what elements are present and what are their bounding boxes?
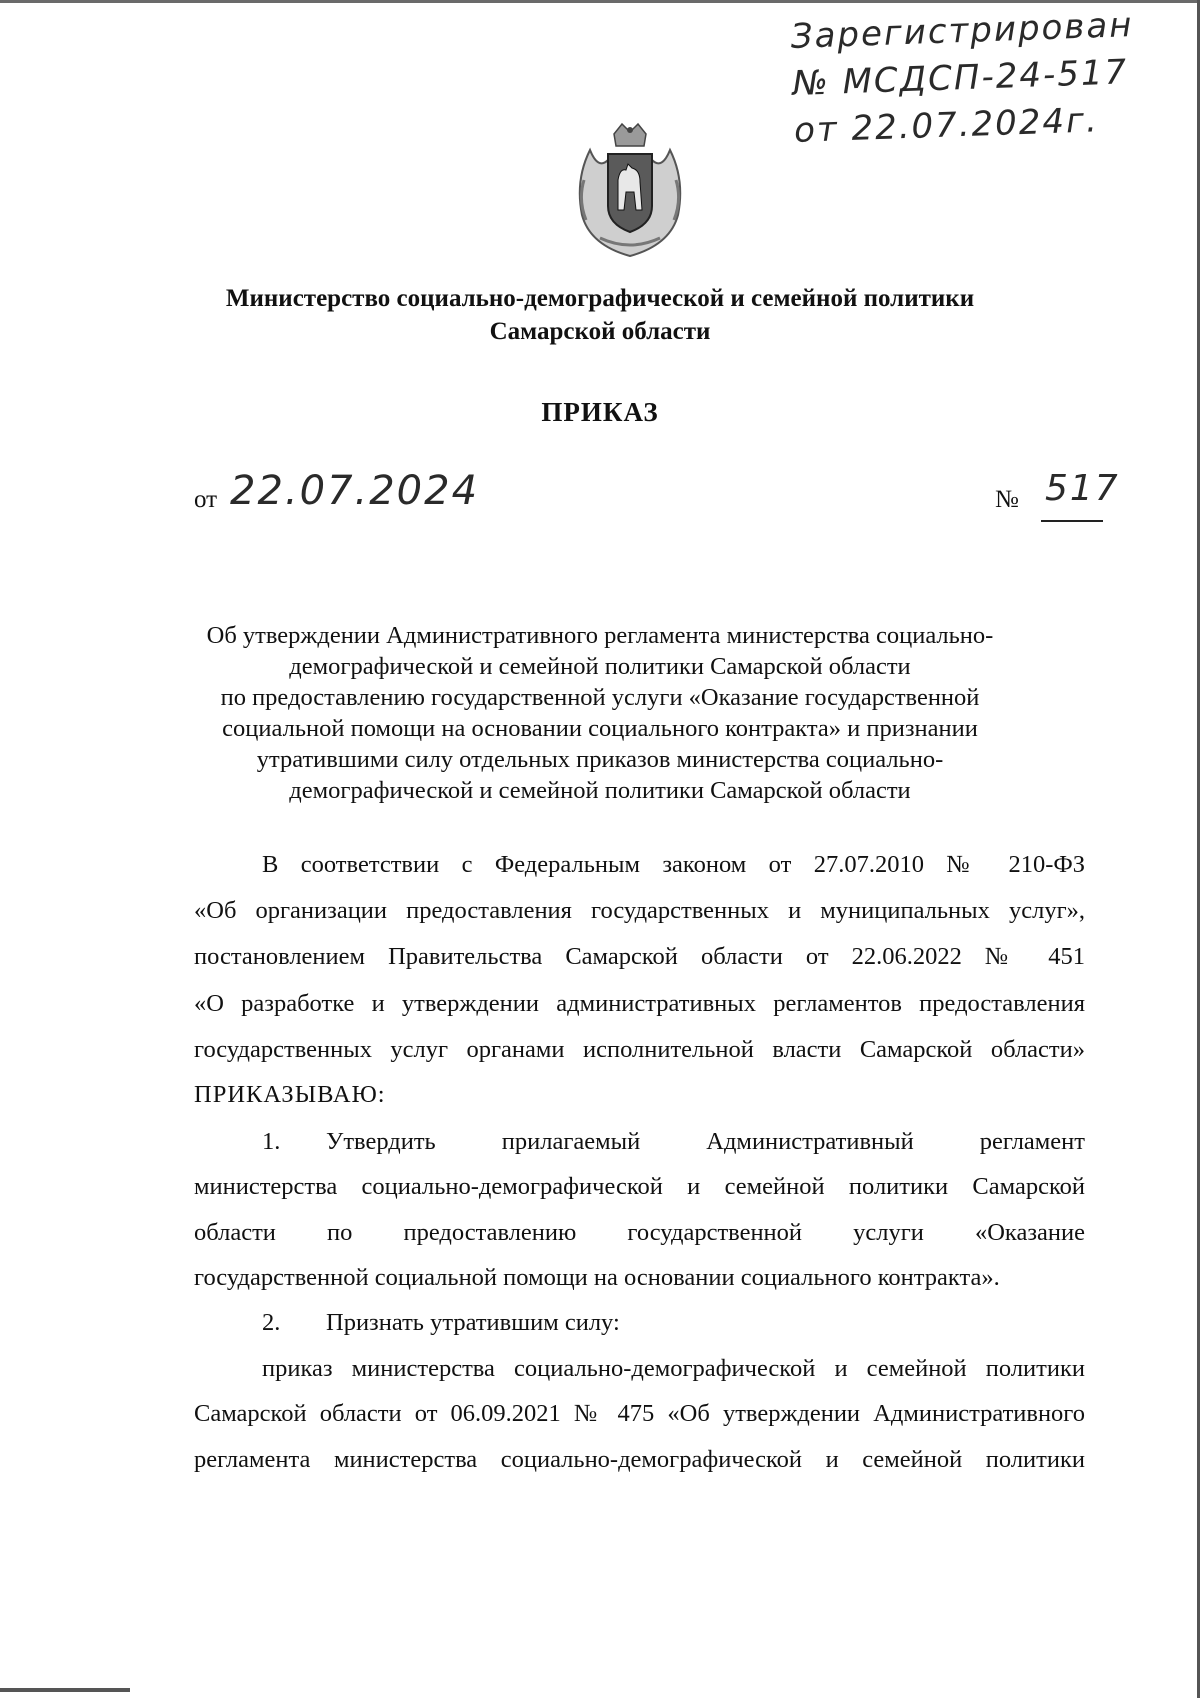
subject-line: демографической и семейной политики Самарской области [289, 777, 911, 804]
number-underline [1041, 520, 1103, 522]
date-handwritten-value: 22.07.2024 [230, 468, 480, 514]
ministry-name: Министерство социально-демографической и семейной политики [225, 285, 975, 312]
registration-handwritten-note [790, 1, 1175, 155]
number-handwritten-value: 517 [1045, 468, 1120, 509]
preamble-line: постановлением Правительства Самарской области от 22.06.2022 № 451 [194, 943, 1085, 970]
preamble-line: В соответствии с Федеральным законом от 27.07.2010 № 210-ФЗ [262, 851, 1085, 878]
registration-note-line: от 22.07.2024г. [793, 100, 1100, 151]
item-2-line: Самарской области от 06.09.2021 № 475 «Об утверждении Административного [194, 1400, 1085, 1427]
registration-note-line: № МСДСП-24-517 [791, 52, 1129, 104]
preamble-line: государственных услуг органами исполнительной власти Самарской области» [194, 1036, 1085, 1063]
order-subject [200, 620, 1000, 806]
item-1-line: области по предоставлению государственной услуги «Оказание [194, 1219, 1085, 1246]
item-2-text: Признать утратившим силу: [326, 1309, 620, 1336]
scan-edge [0, 1688, 130, 1692]
item-1-line: министерства социально-демографической и семейной политики Самарской [194, 1173, 1085, 1200]
subject-line: социальной помощи на основании социального контракта» и признании [222, 715, 978, 742]
item-2-line: регламента министерства социально-демографической и семейной политики [194, 1446, 1085, 1473]
item-1-number: 1. [262, 1128, 281, 1155]
item-1-line: государственной социальной помощи на основании социального контракта». [194, 1264, 1000, 1291]
subject-line: утратившими силу отдельных приказов министерства социально- [256, 746, 944, 773]
subject-line: демографической и семейной политики Самарской области [289, 653, 911, 680]
ministry-region: Самарской области [489, 318, 711, 345]
item-1-line: Утвердить прилагаемый Административный регламент [326, 1128, 1085, 1155]
scan-edge [0, 0, 1200, 3]
item-2-line: приказ министерства социально-демографической и семейной политики [262, 1355, 1085, 1382]
order-directive: ПРИКАЗЫВАЮ: [194, 1081, 386, 1108]
number-label: № [995, 486, 1019, 513]
coat-of-arms-icon [570, 120, 690, 260]
preamble-line: «Об организации предоставления государственных и муниципальных услуг», [194, 897, 1085, 924]
subject-line: по предоставлению государственной услуги «Оказание государственной [220, 684, 980, 711]
preamble-line: «О разработке и утверждении административных регламентов предоставления [194, 990, 1085, 1017]
item-2-number: 2. [262, 1309, 281, 1336]
date-label: от [194, 486, 218, 513]
registration-note-line: Зарегистрирован [790, 5, 1135, 57]
subject-line: Об утверждении Административного регламента министерства социально- [206, 622, 994, 649]
document-type-title: ПРИКАЗ [541, 397, 659, 427]
